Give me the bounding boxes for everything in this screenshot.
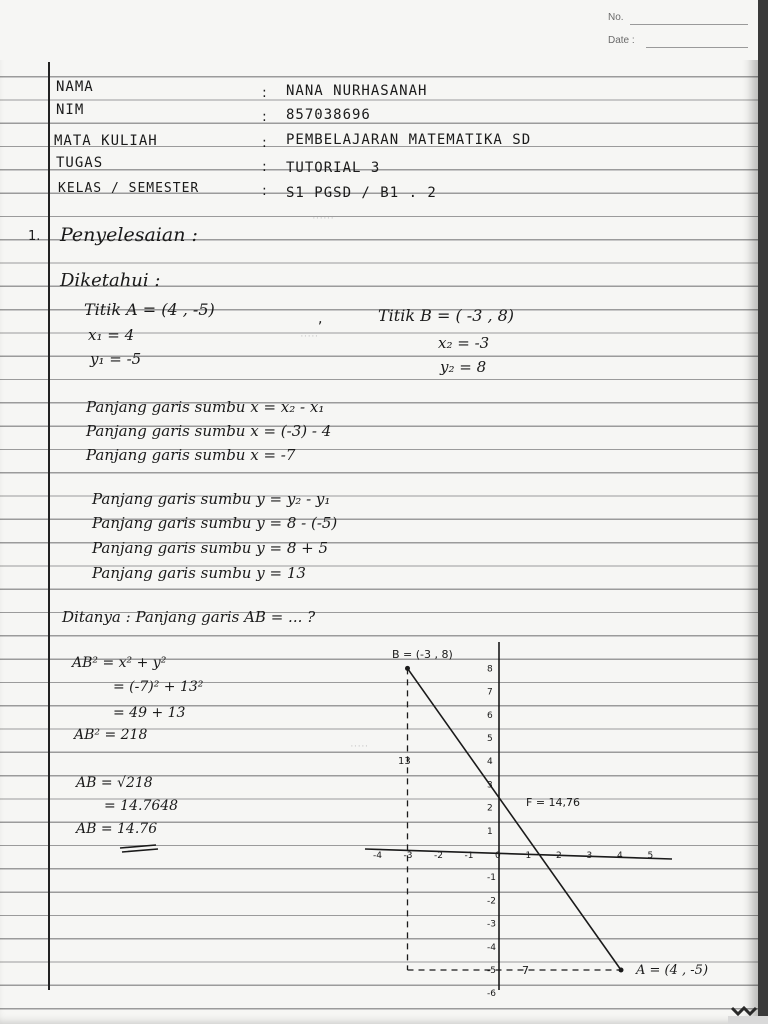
point-b-given: Titik B = ( -3 , 8)	[378, 306, 515, 325]
y-tick-label: 8	[487, 664, 493, 675]
y-tick-labels	[487, 664, 496, 999]
y-tick-label: 1	[487, 826, 493, 837]
x-tick-label: 4	[617, 851, 623, 861]
point-a-given: Titik A = (4 , -5)	[84, 300, 215, 319]
calc-step: AB = √218	[76, 775, 153, 791]
x-tick-label: -3	[403, 851, 413, 861]
y-tick-label: 7	[487, 687, 493, 698]
calc-step: = 14.7648	[104, 798, 179, 814]
label-mata-kuliah: MATA KULIAH	[54, 133, 158, 149]
comma-separator: ,	[318, 311, 323, 327]
x1-value: x₁ = 4	[88, 326, 135, 344]
x-step: Panjang garis sumbu x = -7	[86, 446, 296, 464]
y-step: Panjang garis sumbu y = y₂ - y₁	[92, 490, 331, 508]
brand-logo	[728, 1000, 768, 1024]
x-tick-label: -1	[464, 851, 474, 861]
y-tick-label: -5	[487, 966, 496, 976]
y1-value: y₁ = -5	[90, 350, 142, 368]
y-tick-label: -3	[487, 919, 496, 930]
calc-step: AB² = 218	[74, 727, 148, 743]
segment-ab	[408, 668, 622, 970]
label-kelas-semester: KELAS / SEMESTER	[58, 181, 200, 196]
calc-step: AB = 14.76	[76, 821, 158, 837]
colon: :	[262, 85, 267, 101]
x-tick-label: 1	[525, 851, 532, 861]
point-b-marker	[405, 666, 410, 671]
value-nama: NANA NURHASANAH	[286, 83, 428, 99]
x-tick-label: 5	[647, 851, 654, 861]
label-horizontal-length: 7	[522, 964, 529, 977]
point-a-marker	[619, 968, 624, 973]
label-point-b: B = (-3 , 8)	[392, 648, 453, 661]
y-tick-label: 3	[487, 780, 493, 791]
value-kelas-semester: S1 PGSD / B1 . 2	[286, 185, 437, 201]
calc-step: AB² = x² + y²	[72, 655, 167, 671]
y-tick-label: -1	[487, 873, 496, 884]
label-f-length: F = 14,76	[526, 796, 581, 809]
x-tick-label: 2	[556, 851, 562, 861]
show-through-text: ······	[312, 212, 334, 224]
show-through-text: ·····	[300, 330, 319, 342]
label-vertical-length: 13	[398, 756, 411, 767]
heading-penyelesaian: Penyelesaian :	[60, 224, 198, 246]
x-tick-label: -4	[373, 851, 382, 861]
y-tick-label: -6	[487, 989, 496, 1000]
colon: :	[262, 183, 267, 199]
show-through-text: ·····	[350, 740, 369, 752]
calc-step: = (-7)² + 13²	[113, 679, 204, 695]
x-tick-label: 3	[586, 851, 593, 861]
date-label: Date :	[608, 35, 635, 46]
y-tick-label: -2	[487, 896, 496, 907]
x-tick-label: -2	[434, 851, 443, 861]
value-tugas: TUTORIAL 3	[286, 160, 381, 176]
value-mata-kuliah: PEMBELAJARAN MATEMATIKA SD	[286, 132, 532, 148]
y-tick-label: 6	[487, 710, 493, 721]
asked-line: Ditanya : Panjang garis AB = ... ?	[62, 608, 316, 626]
y-tick-label: -4	[487, 942, 496, 953]
label-nama: NAMA	[56, 79, 94, 95]
x2-value: x₂ = -3	[438, 334, 490, 352]
y2-value: y₂ = 8	[440, 358, 487, 376]
calc-step: = 49 + 13	[113, 705, 186, 721]
colon: :	[262, 159, 267, 175]
x-step: Panjang garis sumbu x = x₂ - x₁	[86, 398, 325, 416]
x-step: Panjang garis sumbu x = (-3) - 4	[86, 422, 332, 440]
value-nim: 857038696	[286, 107, 371, 123]
colon: :	[262, 109, 267, 125]
question-number: 1.	[28, 229, 41, 244]
y-tick-label: 4	[487, 757, 493, 768]
no-label: No.	[608, 12, 624, 23]
colon: :	[262, 135, 267, 151]
y-step: Panjang garis sumbu y = 13	[92, 564, 306, 582]
label-point-a: A = (4 , -5)	[636, 963, 709, 978]
heading-diketahui: Diketahui :	[60, 270, 161, 291]
label-nim: NIM	[56, 102, 85, 118]
y-tick-label: 2	[487, 803, 493, 814]
y-step: Panjang garis sumbu y = 8 - (-5)	[92, 514, 338, 532]
y-step: Panjang garis sumbu y = 8 + 5	[92, 539, 329, 557]
x-tick-labels	[373, 851, 653, 861]
label-tugas: TUGAS	[56, 155, 104, 171]
x-tick-label: 0	[495, 851, 501, 861]
y-tick-label: 5	[487, 734, 493, 744]
